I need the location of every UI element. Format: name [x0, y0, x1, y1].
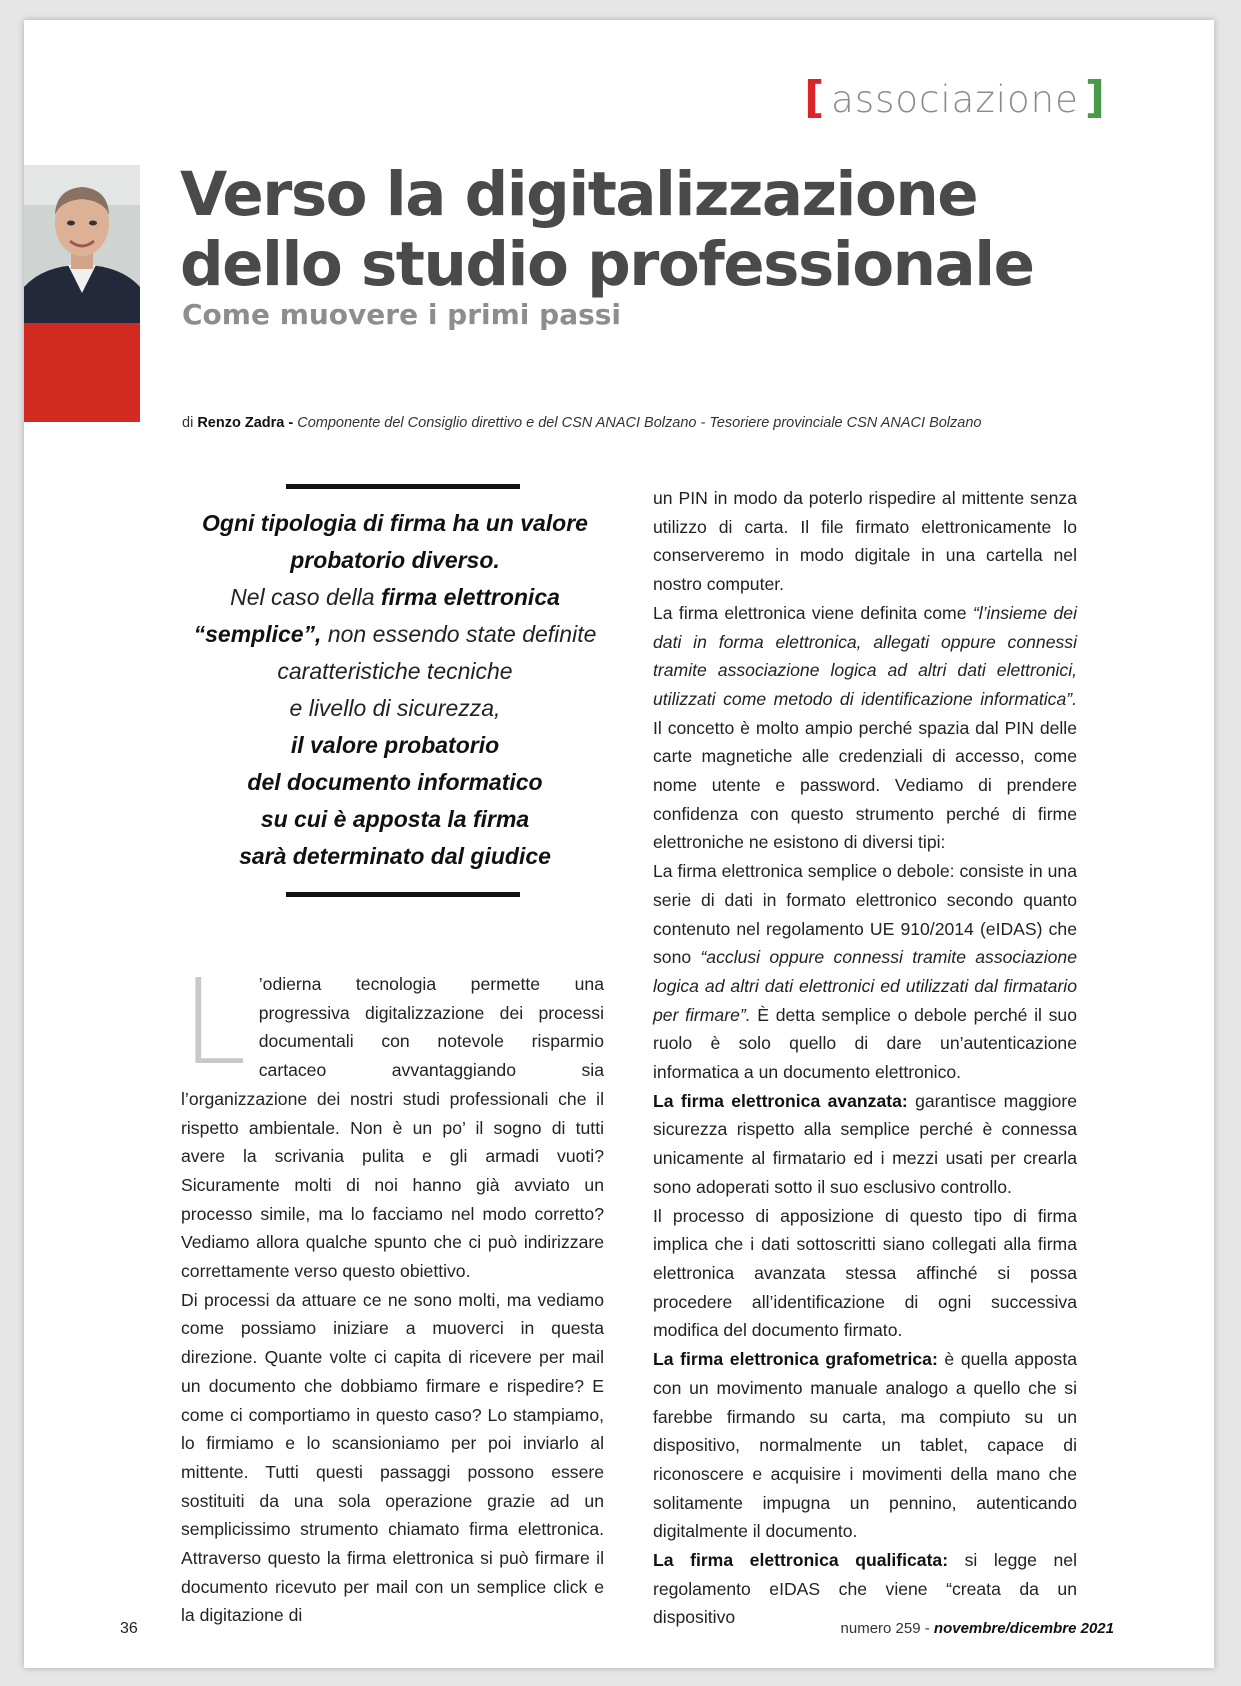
- term-heading: La firma elettronica avanzata:: [653, 1090, 908, 1111]
- paragraph: un PIN in modo da poterlo rispedire al mittente senza utilizzo di carta. Il file firmato elettronicamente lo conserveremo in modo digitale in una cartella nel nostro computer.: [653, 488, 1077, 595]
- bracket-right-icon: ]: [1084, 72, 1106, 123]
- pullquote-line: Nel caso della: [230, 584, 381, 610]
- byline: [182, 415, 981, 431]
- issue-date: novembre/dicembre 2021: [933, 1620, 1114, 1637]
- pullquote: [184, 505, 606, 875]
- right-column: [653, 484, 1077, 1632]
- pullquote-line: sarà determinato dal giudice: [239, 843, 551, 869]
- issue-info: [841, 1620, 1114, 1637]
- pullquote-line: e livello di sicurezza,: [289, 695, 501, 721]
- pullquote-line: probatorio diverso.: [290, 547, 500, 573]
- pullquote-line: il valore probatorio: [290, 732, 500, 758]
- issue-prefix: numero 259 -: [840, 1620, 934, 1637]
- paragraph: [181, 953, 604, 1286]
- byline-prefix: di: [182, 415, 194, 431]
- left-column: [181, 953, 604, 1630]
- paragraph-text: è quella apposta con un movimento manuale analogo a quello che si farebbe firmando su carta, ma compiuto su un dispositivo, normalmente un tablet, capace di riconoscere e acquisire i movimenti della mano che solitamente impugna un pennino, autenticando digitalmente il documento.: [653, 1349, 1077, 1542]
- term-heading: La firma elettronica grafometrica:: [653, 1349, 938, 1370]
- paragraph-text: garantisce maggiore sicurezza rispetto alla semplice perché è connessa unicamente al firmatario ed i mezzi usati per crearla sono adoperati sotto il suo esclusivo controllo.: [653, 1090, 1077, 1197]
- paragraph: [653, 1345, 1077, 1546]
- quoted-definition: “l’insieme dei dati in forma elettronica, allegati oppure connessi tramite associazione logica ad altri dati elettronici, utilizzati come metodo di identificazione informatica”.: [653, 602, 1078, 709]
- author-name: Renzo Zadra -: [197, 415, 294, 431]
- paragraph: Il processo di apposizione di questo tipo di firma implica che i dati sottoscritti siano collegati alla firma elettronica avanzata stessa affinché si possa procedere all’identificazione di ogni successiva modifica del documento firmato.: [653, 1205, 1077, 1341]
- paragraph-text: È detta semplice o debole perché il suo ruolo è solo quello di dare un’autenticazione informatica a un documento elettronico.: [653, 1004, 1077, 1083]
- paragraph: [653, 1087, 1077, 1202]
- drop-cap: L: [181, 953, 247, 1091]
- paragraph-text: ’odierna tecnologia permette una progressiva digitalizzazione dei processi documentali con notevole risparmio cartaceo avvantaggiando sia l’organizzazione dei nostri studi professionali che il rispetto ambientale. Non è un po’ il sogno di tutti avere la scrivania pulita e gli armadi vuoti? Sicuramente molti di noi hanno già avviato un processo simile, ma lo facciamo nel modo corretto? Vediamo allora qualche spunto che ci può indirizzare correttamente verso questo obiettivo.: [181, 974, 604, 1282]
- pullquote-line: su cui è apposta la firma: [260, 806, 530, 832]
- title-line-2: dello studio professionale: [180, 229, 1034, 300]
- bracket-left-icon: [: [804, 72, 826, 123]
- pullquote-line: firma elettronica: [380, 584, 560, 610]
- pullquote-line: “semplice”,: [193, 621, 322, 647]
- term-heading: La firma elettronica qualificata:: [653, 1550, 949, 1571]
- author-photo: [24, 165, 140, 323]
- article-subtitle: Come muovere i primi passi: [182, 298, 622, 331]
- red-accent-block: [24, 323, 140, 422]
- pullquote-rule-bottom: [286, 892, 520, 897]
- section-label: associazione: [831, 78, 1079, 121]
- pullquote-line: non essendo state definite: [321, 621, 597, 647]
- pullquote-line: del documento informatico: [247, 769, 543, 795]
- paragraph: [653, 599, 1077, 857]
- title-line-1: Verso la digitalizzazione: [180, 159, 978, 230]
- pullquote-line: caratteristiche tecniche: [277, 658, 513, 684]
- paragraph: Di processi da attuare ce ne sono molti, ma vediamo come possiamo iniziare a muoverci in questa direzione. Quante volte ci capita di ricevere per mail un documento che dobbiamo firmare e rispedire? E come ci comportiamo in questo caso? Lo stampiamo, lo firmiamo e lo scansioniamo per poi inviarlo al mittente. Tutti questi passaggi possono essere sostituiti da una sola operazione grazie ad un semplicissimo strumento chiamato firma elettronica. Attraverso questo la firma elettronica si può firmare il documento ricevuto per mail con un semplice click e la digitazione di: [181, 1289, 604, 1626]
- paragraph-text: La firma elettronica semplice o debole: consiste in una serie di dati in formato elettronico secondo quanto contenuto nel regolamento UE 910/2014 (eIDAS) che sono: [653, 861, 1077, 968]
- pullquote-rule-top: [286, 484, 520, 489]
- quoted-definition: “acclusi oppure connessi tramite associazione logica ad altri dati elettronici ed utilizzati dal firmatario per firmare”.: [653, 947, 1077, 1025]
- article-title: [180, 160, 1080, 300]
- paragraph-text: si legge nel regolamento eIDAS che viene “creata da un dispositivo: [653, 1550, 1077, 1628]
- page-number: 36: [120, 1620, 138, 1637]
- pullquote-line: Ogni tipologia di firma ha un valore: [202, 510, 588, 536]
- magazine-page: [24, 20, 1214, 1668]
- paragraph: [653, 857, 1077, 1087]
- section-tag: [804, 72, 1106, 123]
- paragraph-text: Il concetto è molto ampio perché spazia dal PIN delle carte magnetiche alle credenziali di accesso, come nome utente e password. Vediamo di prendere confidenza con questo strumento perché di firme elettroniche ne esistono di diversi tipi:: [653, 717, 1077, 853]
- paragraph-text: La firma elettronica viene definita come: [653, 602, 973, 623]
- author-role: Componente del Consiglio direttivo e del CSN ANACI Bolzano - Tesoriere provinciale CSN ANACI Bolzano: [297, 415, 982, 431]
